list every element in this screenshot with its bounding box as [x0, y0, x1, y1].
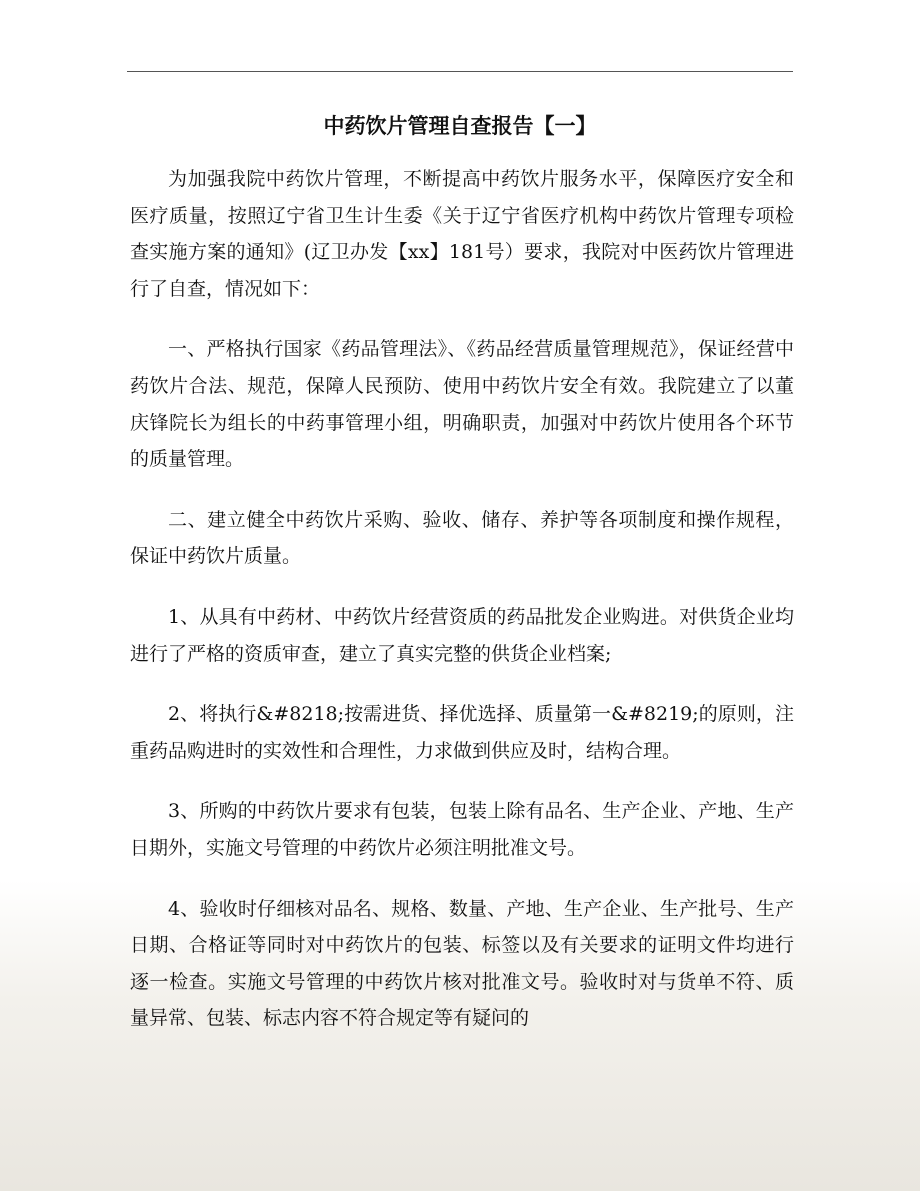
document-body	[130, 161, 794, 1061]
paragraph-section-1: 一、严格执行国家《药品管理法》、《药品经营质量管理规范》，保证经营中药饮片合法、规范，保障人民预防、使用中药饮片安全有效。我院建立了以董庆锋院长为组长的中药事管理小组，明确职责，加强对中药饮片使用各个环节的质量管理。	[130, 338, 794, 471]
paragraph-item-3: 3、所购的中药饮片要求有包装，包装上除有品名、生产企业、产地、生产日期外，实施文号管理的中药饮片必须注明批准文号。	[130, 800, 794, 859]
header-rule	[127, 71, 793, 72]
document-title: 中药饮片管理自查报告【一】	[323, 114, 597, 138]
paragraph-intro: 为加强我院中药饮片管理，不断提高中药饮片服务水平，保障医疗安全和医疗质量，按照辽宁省卫生计生委《关于辽宁省医疗机构中药饮片管理专项检查实施方案的通知》(辽卫办发【xx】181号）要求，我院对中医药饮片管理进行了自查，情况如下：	[130, 168, 794, 300]
paragraph-item-1: 1、从具有中药材、中药饮片经营资质的药品批发企业购进。对供货企业均进行了严格的资质审查，建立了真实完整的供货企业档案;	[130, 605, 794, 665]
paragraph-item-2: 2、将执行&#8218;按需进货、择优选择、质量第一&#8219;的原则，注重药品购进时的实效性和合理性，力求做到供应及时，结构合理。	[130, 703, 794, 762]
paragraph-section-2: 二、建立健全中药饮片采购、验收、储存、养护等各项制度和操作规程，保证中药饮片质量。	[130, 508, 794, 568]
paragraph-item-4: 4、验收时仔细核对品名、规格、数量、产地、生产企业、生产批号、生产日期、合格证等同时对中药饮片的包装、标签以及有关要求的证明文件均进行逐一检查。实施文号管理的中药饮片核对批准文号。验收时对与货单不符、质量异常、包装、标志内容不符合规定等有疑问的	[130, 897, 794, 1030]
